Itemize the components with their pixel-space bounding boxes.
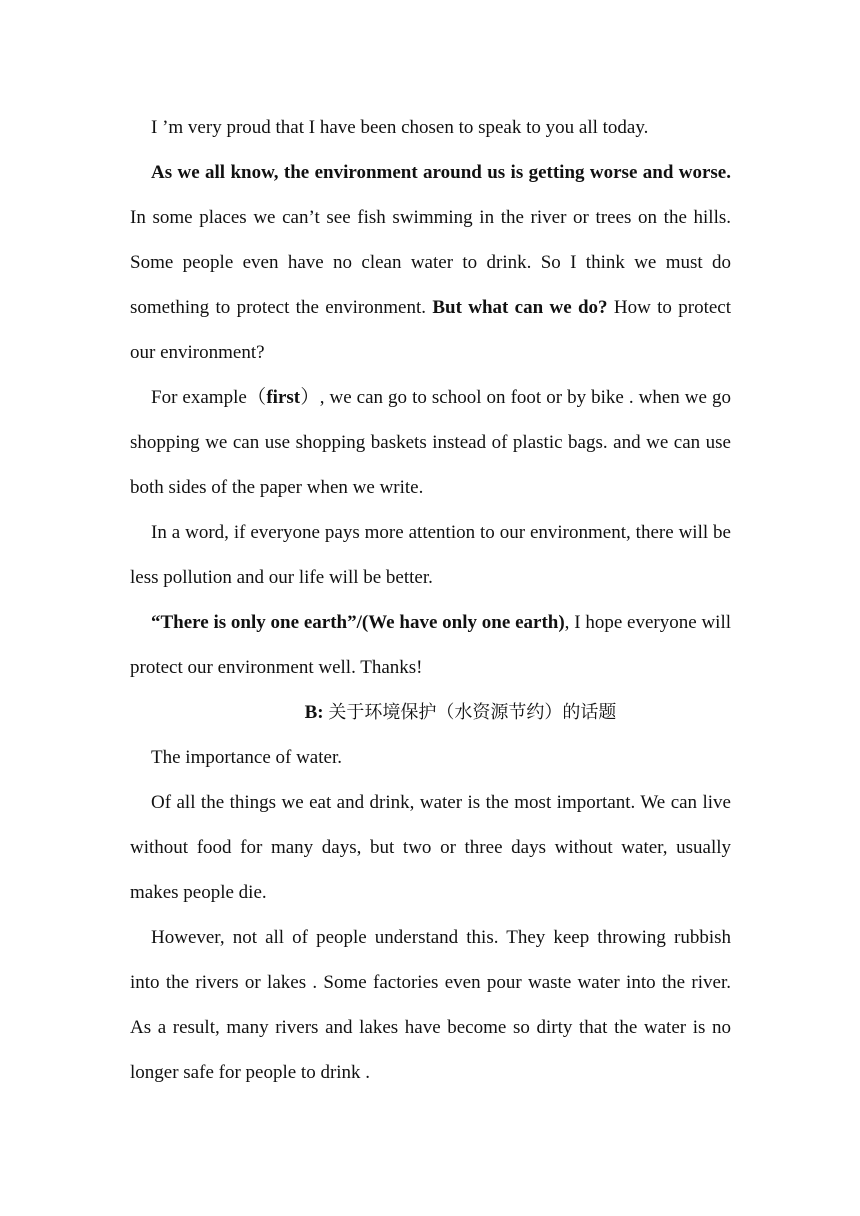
- environment-text-end: How to protect our environment?: [130, 297, 731, 363]
- paragraph-in-a-word: [130, 510, 731, 600]
- example-text-start: For example（: [151, 387, 267, 408]
- section-heading-b: [130, 690, 731, 735]
- of-all-things-text: Of all the things we eat and drink, water is the most important. We can live without food for many days, but two or three days without water, usually makes people die.: [130, 792, 731, 903]
- paragraph-importance: [130, 735, 731, 780]
- heading-chinese: 关于环境保护（水资源节约）的话题: [328, 702, 617, 723]
- paragraph-intro: [130, 105, 731, 150]
- paragraph-however: [130, 915, 731, 1095]
- heading-label: B:: [304, 702, 329, 723]
- environment-text: In some places we can’t see fish swimming in the river or trees on the hills. Some people even have no clean water to drink. So I think we must do something to protect the environment.: [130, 207, 731, 318]
- paragraph-example: [130, 375, 731, 510]
- intro-text: I ’m very proud that I have been chosen to speak to you all today.: [151, 117, 649, 138]
- document-page: [130, 105, 731, 1095]
- environment-bold-question: But what can we do?: [432, 297, 608, 318]
- however-text: However, not all of people understand this. They keep throwing rubbish into the rivers or lakes . Some factories even pour waste water into the river. As a result, many rivers and lakes have become so dirty that the water is no longer safe for people to drink .: [130, 927, 731, 1083]
- paragraph-one-earth: [130, 600, 731, 690]
- environment-bold-lead: As we all know, the environment around us is getting worse and worse.: [151, 162, 731, 183]
- importance-text: The importance of water.: [151, 747, 342, 768]
- one-earth-text: , I hope everyone will protect our environment well. Thanks!: [130, 612, 731, 678]
- example-text-rest: ）, we can go to school on foot or by bike . when we go shopping we can use shopping baskets instead of plastic bags. and we can use both sides of the paper when we write.: [130, 387, 731, 498]
- one-earth-bold: “There is only one earth”/(We have only one earth): [151, 612, 565, 633]
- in-a-word-text: In a word, if everyone pays more attention to our environment, there will be less pollution and our life will be better.: [130, 522, 731, 588]
- paragraph-of-all-things: [130, 780, 731, 915]
- example-bold-first: first: [266, 387, 301, 408]
- paragraph-environment: [130, 150, 731, 375]
